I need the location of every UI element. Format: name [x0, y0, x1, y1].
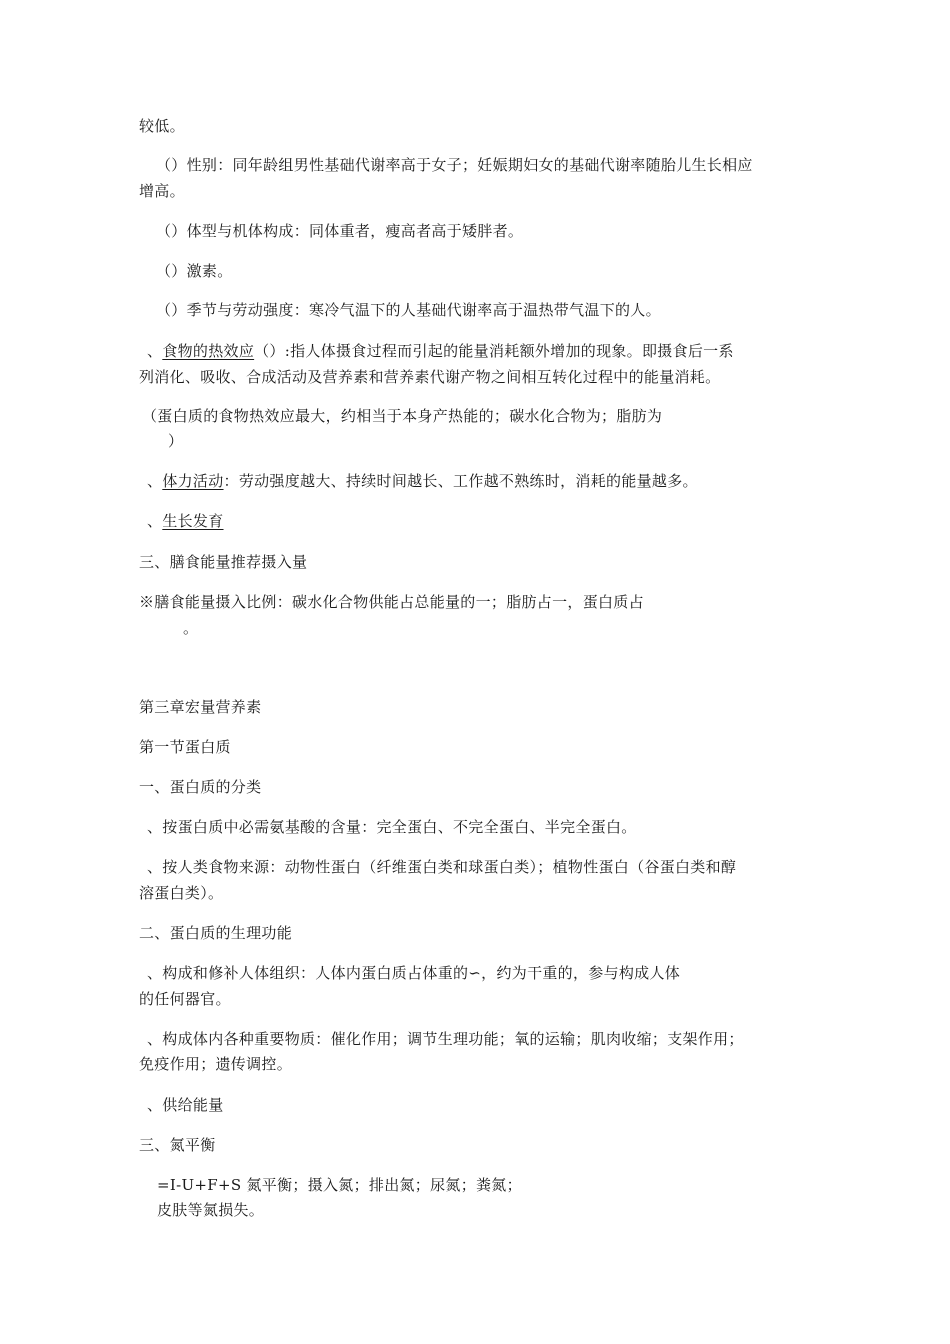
text-line: 、按人类食物来源：动物性蛋白（纤维蛋白类和球蛋白类）；植物性蛋白（谷蛋白类和醇: [147, 858, 737, 876]
definition-text: ：劳动强度越大、持续时间越长、工作越不熟练时，消耗的能量越多。: [223, 472, 698, 490]
text-line: [147, 470, 698, 492]
section-heading: 一、蛋白质的分类: [139, 778, 262, 796]
text-line: ※膳食能量摄入比例：碳水化合物供能占总能量的一；脂肪占一，蛋白质占: [139, 593, 644, 611]
text-line: 列消化、吸收、合成活动及营养素和营养素代谢产物之间相互转化过程中的能量消耗。: [139, 368, 721, 386]
text-line: 皮肤等氮损失。: [157, 1201, 265, 1219]
section-heading: 二、蛋白质的生理功能: [139, 924, 293, 942]
definition-text: （）:指人体摄食过程而引起的能量消耗额外增加的现象。即摄食后一系: [254, 342, 734, 360]
text-line: [147, 510, 224, 532]
list-marker: 、: [147, 472, 163, 490]
list-marker: 、: [147, 512, 163, 530]
term-growth-development: 生长发育: [162, 512, 224, 530]
section-heading: 第一节蛋白质: [139, 738, 231, 756]
text-line: （）激素。: [156, 262, 233, 280]
text-line: （蛋白质的食物热效应最大，约相当于本身产热能的；碳水化合物为；脂肪为: [142, 407, 663, 425]
text-line: 、按蛋白质中必需氨基酸的含量：完全蛋白、不完全蛋白、半完全蛋白。: [147, 818, 637, 836]
chapter-heading: 第三章宏量营养素: [139, 698, 262, 716]
section-heading: 三、膳食能量推荐摄入量: [139, 553, 308, 571]
text-line: ）: [168, 432, 184, 450]
text-line: 的任何器官。: [139, 990, 231, 1008]
section-heading: 三、氮平衡: [139, 1136, 216, 1154]
term-physical-activity: 体力活动: [162, 472, 224, 490]
text-line: 免疫作用；遗传调控。: [139, 1055, 293, 1073]
formula-line: =I-U+F+S 氮平衡；摄入氮；排出氮；尿氮；粪氮；: [157, 1176, 522, 1194]
text-line: 、构成体内各种重要物质：催化作用；调节生理功能；氧的运输；肌肉收缩；支架作用；: [147, 1030, 744, 1048]
text-line: 增高。: [139, 182, 185, 200]
text-line: 、供给能量: [147, 1096, 224, 1114]
text-line: [147, 340, 734, 362]
text-line: （）体型与机体构成：同体重者，瘦高者高于矮胖者。: [156, 222, 524, 240]
text-line: （）性别：同年龄组男性基础代谢率高于女子；妊娠期妇女的基础代谢率随胎儿生长相应: [156, 156, 753, 174]
text-line: （）季节与劳动强度：寒冷气温下的人基础代谢率高于温热带气温下的人。: [156, 301, 661, 319]
text-line: 较低。: [139, 117, 185, 135]
term-food-thermic-effect: 食物的热效应: [162, 342, 255, 360]
text-line: 。: [183, 619, 199, 637]
text-line: 溶蛋白类）。: [139, 884, 224, 902]
text-line: 、构成和修补人体组织：人体内蛋白质占体重的∽，约为干重的，参与构成人体: [147, 964, 681, 982]
list-marker: 、: [147, 342, 163, 360]
